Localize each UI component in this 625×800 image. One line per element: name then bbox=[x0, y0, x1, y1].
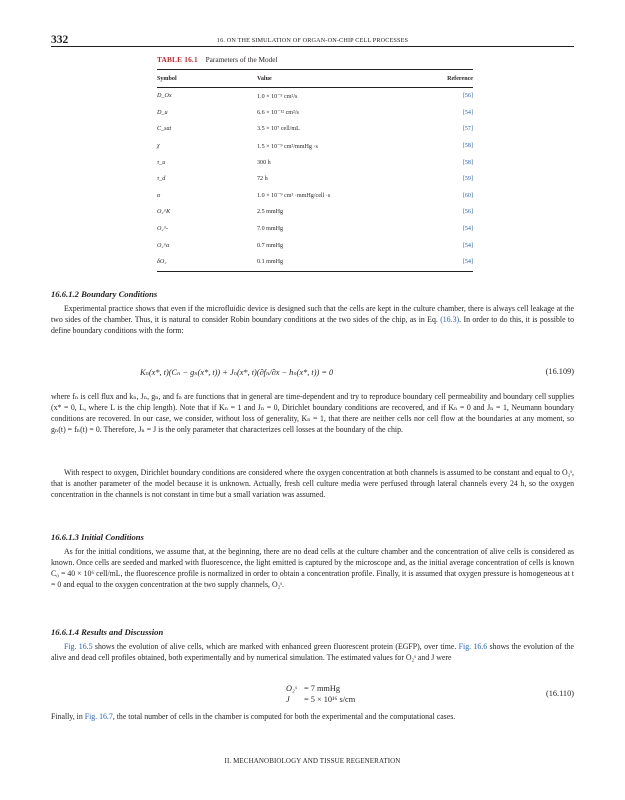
text-run: , the total number of cells in the chamber is computed for both the experimental and the computational cases. bbox=[112, 712, 456, 721]
value-cell: 0.7 mmHg bbox=[257, 242, 284, 249]
text-run: Finally, in bbox=[51, 712, 85, 721]
symbol-cell: D_Ox bbox=[157, 93, 172, 100]
value-cell: 7.0 mmHg bbox=[257, 226, 284, 233]
running-footer: II. MECHANOBIOLOGY AND TISSUE REGENERATION bbox=[224, 757, 401, 765]
reference-link[interactable]: [58] bbox=[462, 143, 473, 150]
symbol-cell: τ_u bbox=[157, 159, 166, 166]
equation-ref-link[interactable]: (16.3) bbox=[440, 314, 460, 324]
equation-lhs: O₂ˢ bbox=[286, 684, 297, 693]
symbol-cell: D_u bbox=[157, 109, 168, 116]
table-row bbox=[157, 154, 473, 171]
value-cell: 1.0 × 10⁻⁹ cm³ ·mmHg/cell ·s bbox=[257, 193, 331, 200]
col-header-reference: Reference bbox=[417, 70, 473, 88]
table-row bbox=[157, 254, 473, 271]
table-row bbox=[157, 204, 473, 221]
value-cell: 1.5 × 10⁻⁹ cm²/mmHg ·s bbox=[257, 143, 318, 150]
symbol-cell: α bbox=[157, 192, 161, 199]
text-run: Experimental practice shows that even if the microfluidic device is designed such that the cells are kept in the culture chamber, there is always cell leakage at the two sides of the chamber. Thus, it is natural to consider Robin boundary conditions at the two sides of the chip, as in Eq. bbox=[51, 304, 574, 324]
reference-link[interactable]: [56] bbox=[462, 209, 473, 216]
paragraph-boundary-oxygen: With respect to oxygen, Dirichlet boundary conditions are considered where the oxygen concentration at both channels is assumed to be constant and equal to O₂ˢ, that is another parameter of the model because it is unknown. Actually, fresh cell culture media were perfused through lateral channels every 24 h, so the oxygen concentration in the channels is not constant in time but a small variation was assumed. bbox=[51, 468, 574, 499]
equation-16-109: Kₙ(x*, t)(Cₙ − gₙ(x*, t)) + Jₙ(x*, t)(∂fₙ/∂x − hₙ(x*, t)) = 0 bbox=[140, 368, 334, 377]
value-cell: 300 h bbox=[257, 159, 271, 166]
value-cell: 0.1 mmHg bbox=[257, 254, 417, 271]
equation-row bbox=[286, 694, 355, 705]
equation-number-16-109: (16.109) bbox=[545, 367, 574, 376]
table-row bbox=[157, 237, 473, 254]
table-caption bbox=[157, 55, 278, 64]
reference-link[interactable]: [54] bbox=[462, 109, 473, 116]
table-row bbox=[157, 121, 473, 138]
reference-link[interactable]: [60] bbox=[462, 192, 473, 199]
table-row bbox=[157, 138, 473, 155]
equation-row bbox=[286, 683, 355, 694]
reference-link[interactable]: [59] bbox=[462, 176, 473, 183]
symbol-cell: O₂^a bbox=[157, 242, 170, 249]
reference-link[interactable]: [54] bbox=[462, 226, 473, 233]
header-rule bbox=[51, 46, 574, 47]
equation-rhs: = 7 mmHg bbox=[304, 684, 341, 693]
symbol-cell: O₂^K bbox=[157, 209, 171, 216]
paragraph-initial-conditions: As for the initial conditions, we assume that, at the beginning, there are no dead cells at the culture chamber and the concentration of alive cells is considered as known. Once cells are seeded and marked with fluorescence, the light emitted is captured by the microscope and, as the initial average concentration of cells is known C₀ = 40 × 10⁶ cell/mL, the fluorescence profile is normalized in order to obtain a concentration profile. Finally, it is assumed that oxygen pressure is homogeneous at t = 0 and equal to the oxygen concentration at the two supply channels, O₂ˢ. bbox=[51, 547, 574, 589]
table-title: Parameters of the Model bbox=[205, 55, 278, 64]
section-heading-initial: 16.6.1.3 Initial Conditions bbox=[51, 532, 144, 542]
equation-rhs: = 5 × 10¹⁶ s/cm bbox=[304, 695, 356, 704]
running-header: 16. ON THE SIMULATION OF ORGAN-ON-CHIP CELL PROCESSES bbox=[216, 37, 409, 44]
table-row bbox=[157, 221, 473, 238]
text-run: shows the evolution of the alive and dead cell profiles obtained, both experimentally and by numerical simulation. The estimated values for O₂ˢ and J were bbox=[51, 642, 574, 662]
reference-link[interactable]: [58] bbox=[462, 159, 473, 166]
table-row bbox=[157, 188, 473, 205]
symbol-cell: χ bbox=[157, 143, 160, 150]
text-run: shows the evolution of alive cells, which are marked with enhanced green fluorescent protein (EGFP), over time. bbox=[92, 642, 459, 651]
page-number: 332 bbox=[51, 34, 69, 46]
paragraph-boundary-intro bbox=[51, 304, 574, 337]
equation-16-110 bbox=[286, 683, 355, 705]
col-header-value: Value bbox=[257, 70, 417, 88]
value-cell: 3.5 × 10⁷ cell/mL bbox=[257, 126, 300, 133]
symbol-cell: C_sat bbox=[157, 126, 172, 133]
table-label: TABLE 16.1 bbox=[157, 55, 198, 64]
symbol-cell: τ_d bbox=[157, 176, 166, 183]
equation-lhs: J bbox=[286, 695, 290, 704]
figure-ref-link[interactable]: Fig. 16.7 bbox=[84, 712, 113, 721]
table-row bbox=[157, 171, 473, 188]
paragraph-boundary-functions: where fₙ is cell flux and kₙ, Jₙ, gₙ, and fₙ are functions that in general are time-dependent and try to reproduce boundary cell permeability and boundary cell supplies (x* = 0, L, where L is the chip length). Note that if Kₙ = 1 and Jₙ = 0, Dirichlet boundary conditions are recovered, and if Kₙ = 0 and Jₙ = 1, Neumann boundary conditions are recovered. In our case, we consider, without loss of generality, Kₙ = 1, that there are neither cells nor cell flow at the boundaries at any moment, so gₙ(t) = fₙ(t) = 0. Therefore, Jₙ = J is the only parameter that characterizes cell losses at the boundary of the chip. bbox=[51, 392, 574, 434]
figure-ref-link[interactable]: Fig. 16.6 bbox=[458, 642, 488, 651]
value-cell: 72 h bbox=[257, 176, 268, 183]
section-heading-results: 16.6.1.4 Results and Discussion bbox=[51, 627, 164, 637]
value-cell: 2.5 mmHg bbox=[257, 209, 284, 216]
text-run: . In order to do this, it is possible to define boundary conditions with the form: bbox=[51, 314, 574, 335]
col-header-symbol: Symbol bbox=[157, 70, 257, 88]
equation-number-16-110: (16.110) bbox=[545, 689, 574, 698]
figure-ref-link[interactable]: Fig. 16.5 bbox=[64, 642, 93, 651]
value-cell: 6.6 × 10⁻¹² cm²/s bbox=[257, 110, 299, 117]
table-header-row bbox=[157, 70, 473, 88]
table-row bbox=[157, 105, 473, 122]
symbol-cell: δO₂ bbox=[157, 254, 257, 271]
reference-link[interactable]: [56] bbox=[462, 93, 473, 100]
paragraph-results bbox=[51, 642, 574, 664]
reference-link[interactable]: [54] bbox=[462, 242, 473, 249]
reference-link[interactable]: [54] bbox=[417, 254, 473, 271]
paragraph-results-final bbox=[51, 712, 574, 723]
symbol-cell: O₂^- bbox=[157, 226, 169, 233]
value-cell: 1.0 × 10⁻⁵ cm²/s bbox=[257, 93, 298, 100]
reference-link[interactable]: [57] bbox=[462, 126, 473, 133]
section-heading-boundary: 16.6.1.2 Boundary Conditions bbox=[51, 289, 158, 299]
parameters-table bbox=[157, 69, 473, 272]
table-row bbox=[157, 88, 473, 105]
